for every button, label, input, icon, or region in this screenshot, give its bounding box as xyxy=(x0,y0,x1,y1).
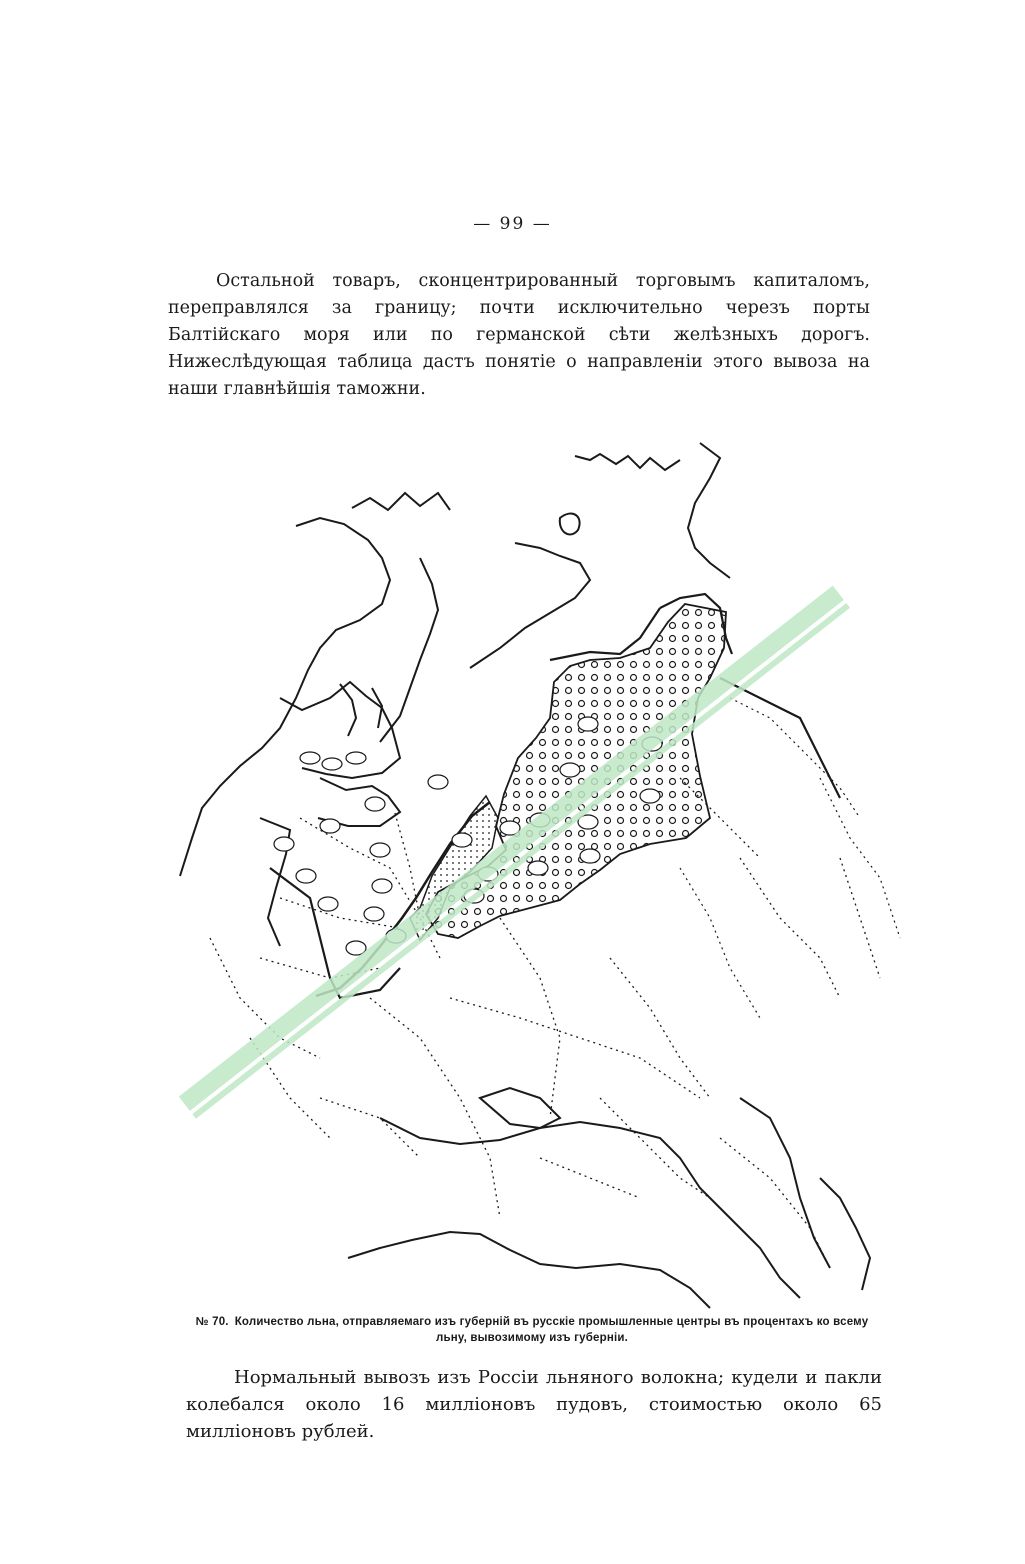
paragraph-bottom xyxy=(186,1364,882,1445)
southern-coast xyxy=(348,1088,870,1308)
page-number: — 99 — xyxy=(473,214,552,234)
map-figure xyxy=(120,398,910,1310)
figure-caption-text: Количество льна, отправляемаго изъ губерній въ русскіе промышленные центры въ процентахъ ко всему льну, вывозимому изъ губерніи. xyxy=(234,1316,869,1344)
figure-caption-number: № 70. xyxy=(195,1316,229,1328)
paragraph-top-text: Остальной товаръ, сконцентрированный торговымъ капиталомъ, переправлялся за границу; почти исключительно черезъ порты Балтійскаго моря или по германской сѣти желѣзныхъ дорогъ. Нижеслѣдующая таблица дастъ понятіе о направленіи этого вывоза на наши главнѣйшія таможни. xyxy=(168,271,870,399)
map-illustration xyxy=(120,398,910,1310)
paragraph-bottom-text: Нормальный вывозъ изъ Россіи льняного волокна; кудели и пакли колебался около 16 милліоновъ пудовъ, стоимостью около 65 милліоновъ рублей. xyxy=(186,1367,882,1442)
paragraph-top xyxy=(168,268,870,403)
watermark xyxy=(179,586,850,1119)
eastern-lines xyxy=(680,698,900,1018)
figure-caption xyxy=(182,1314,882,1346)
